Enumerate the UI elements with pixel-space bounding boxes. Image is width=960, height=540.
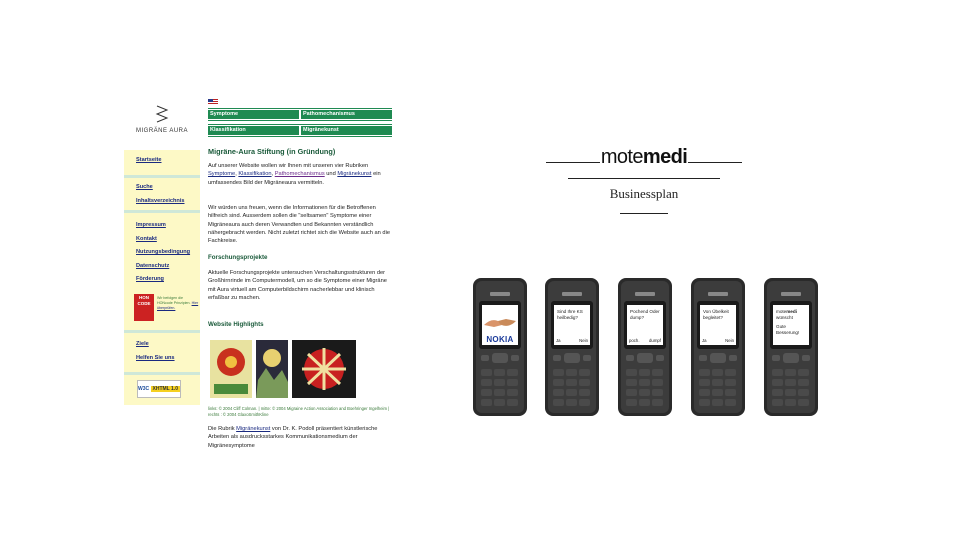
migraene-aura-website bbox=[124, 96, 396, 452]
softkey-right[interactable]: Nein bbox=[725, 337, 734, 343]
logo-text: MIGRÄNE AURA bbox=[135, 128, 188, 134]
sidebar-link-startseite[interactable]: Startseite bbox=[136, 157, 162, 163]
sidebar-link-helfen[interactable]: Helfen Sie uns bbox=[136, 354, 175, 361]
nav-tab-klassifikation[interactable]: Klassifikation bbox=[208, 126, 299, 135]
link-symptome[interactable]: Symptome bbox=[208, 171, 236, 178]
phone-screen bbox=[482, 305, 518, 345]
phone-body-icon bbox=[544, 277, 600, 417]
phone-message: Von Übelkeit begleitet? bbox=[703, 309, 729, 320]
link-migraenekunst-2[interactable]: Migränekunst bbox=[236, 426, 271, 432]
phone-body-icon bbox=[472, 277, 528, 417]
sidebar-divider bbox=[124, 372, 200, 375]
brand-wordmark: motemedi bbox=[600, 146, 688, 168]
sidebar-link-suche[interactable]: Suche bbox=[136, 184, 153, 190]
sidebar-link-foerderung[interactable]: Förderung bbox=[136, 276, 164, 282]
nokia-logo: NOKIA bbox=[486, 334, 514, 344]
sidebar bbox=[124, 150, 200, 405]
sidebar-group-home bbox=[124, 154, 200, 168]
phone-1 bbox=[472, 277, 528, 417]
site-logo[interactable] bbox=[124, 96, 200, 148]
nav-row-1 bbox=[208, 108, 392, 121]
hands-icon bbox=[482, 311, 518, 333]
softkey-right[interactable]: Nein bbox=[579, 337, 588, 343]
info-paragraph: Wir würden uns freuen, wenn die Informationen für die Betroffenen hilfreich sind. Ausserdem sollen die "seltsamen" Symptome einer Migräneaura auch deren Verwandten und Bekannten verständlich nähergebracht werden. Nicht zuletzt richtet sich die Website auch an die Fachkreise. bbox=[208, 205, 390, 245]
phone-screen bbox=[627, 305, 663, 345]
sidebar-link-datenschutz[interactable]: Datenschutz bbox=[136, 262, 170, 269]
phone-screen bbox=[773, 305, 809, 345]
motemedi-title bbox=[546, 146, 742, 168]
sidebar-group-support bbox=[124, 338, 200, 365]
honcode-caption: Wir befolgen die HONcode Prinzipien. Hier überprüfen. bbox=[157, 296, 199, 310]
image-credits: links: © 2004 Cliff Colman. | mitte: © 2004 Migraine Action Association and Boehringer Ingelheim | rechts : © 2004 GlaxoSmithKline bbox=[208, 406, 390, 417]
softkey-left[interactable]: poch. bbox=[629, 337, 640, 343]
phone-brand-wordmark: motemedi bbox=[776, 309, 797, 314]
highlight-image-right[interactable] bbox=[292, 340, 356, 398]
nav-tab-migraenekunst[interactable]: Migränekunst bbox=[301, 126, 392, 135]
highlight-image-left[interactable] bbox=[210, 340, 252, 398]
nav-tab-pathomechanismus[interactable]: Pathomechanismus bbox=[301, 110, 392, 119]
section-heading-highlights: Website Highlights bbox=[208, 321, 264, 328]
section-heading-research: Forschungsprojekte bbox=[208, 254, 268, 261]
phone-message: Pochend Oder dump? bbox=[630, 309, 660, 320]
phone-body-icon bbox=[763, 277, 819, 417]
honcode-badge[interactable]: HON CODE bbox=[134, 294, 154, 321]
english-flag-icon[interactable] bbox=[208, 99, 218, 105]
phone-3 bbox=[617, 277, 673, 417]
nav-row-2 bbox=[208, 124, 392, 137]
phone-message: Sind Ihre KS heilbedig? bbox=[557, 309, 583, 320]
phone-message: motemedi wünscht Gute Besserung! bbox=[776, 309, 800, 335]
page-heading: Migräne-Aura Stiftung (in Gründung) bbox=[208, 147, 336, 156]
softkey-left[interactable]: Ja bbox=[556, 337, 561, 343]
link-pathomechanismus[interactable]: Pathomechanismus bbox=[274, 171, 325, 178]
honcode-check-link[interactable]: Hier überprüfen. bbox=[157, 301, 199, 310]
subtitle-rule bbox=[620, 213, 668, 214]
sidebar-link-ziele[interactable]: Ziele bbox=[136, 341, 149, 347]
sidebar-link-impressum[interactable]: Impressum bbox=[136, 222, 166, 228]
sidebar-link-nutzungsbedingung[interactable]: Nutzungsbedingung bbox=[136, 249, 191, 255]
phone-5 bbox=[763, 277, 819, 417]
link-migraenekunst[interactable]: Migränekunst bbox=[337, 171, 372, 178]
research-paragraph: Aktuelle Forschungsprojekte untersuchen Verschaltungsstrukturen der Großhirnrinde im Computermodell, um so die Symptome einer Migräne mit Aura virtuell am Computerbildschirm nacherlebbar und klinisch erfaßbar zu machen. bbox=[208, 270, 387, 301]
phone-2 bbox=[544, 277, 600, 417]
sidebar-group-info bbox=[124, 219, 200, 287]
sidebar-divider bbox=[124, 210, 200, 213]
phone-screen bbox=[554, 305, 590, 345]
aura-logo-icon bbox=[155, 104, 169, 126]
link-klassifikation[interactable]: Klassifikation bbox=[238, 171, 272, 178]
phone-screen bbox=[700, 305, 736, 345]
title-rule bbox=[568, 178, 720, 179]
phone-body-icon bbox=[617, 277, 673, 417]
w3c-xhtml-badge[interactable]: W3C XHTML 1.0 bbox=[137, 380, 181, 398]
phone-4 bbox=[690, 277, 746, 417]
highlight-image-middle[interactable] bbox=[256, 340, 288, 398]
intro-paragraph: Auf unserer Website wollen wir Ihnen mit unseren vier Rubriken Symptome, Klassifikation, Pathomechanismus und Migränekunst ein umfassendes Bild der Migräneaura vermitteln. bbox=[208, 163, 381, 186]
slide-subtitle: Businessplan bbox=[609, 186, 679, 201]
softkey-left[interactable]: Ja bbox=[702, 337, 707, 343]
phone-body-icon bbox=[690, 277, 746, 417]
sidebar-group-search bbox=[124, 181, 200, 208]
nav-tab-symptome[interactable]: Symptome bbox=[208, 110, 299, 119]
sidebar-divider bbox=[124, 175, 200, 178]
sidebar-link-kontakt[interactable]: Kontakt bbox=[136, 235, 157, 242]
sidebar-link-inhaltsverzeichnis[interactable]: Inhaltsverzeichnis bbox=[136, 197, 185, 204]
sidebar-divider bbox=[124, 330, 200, 333]
softkey-right[interactable]: dumpf bbox=[649, 337, 661, 343]
art-paragraph: Die Rubrik Migränekunst von Dr. K. Podoll präsentiert künstlerische Arbeiten als ausdrucksstarkes Kommunikationsmedium der Migränesymptome bbox=[208, 426, 378, 449]
